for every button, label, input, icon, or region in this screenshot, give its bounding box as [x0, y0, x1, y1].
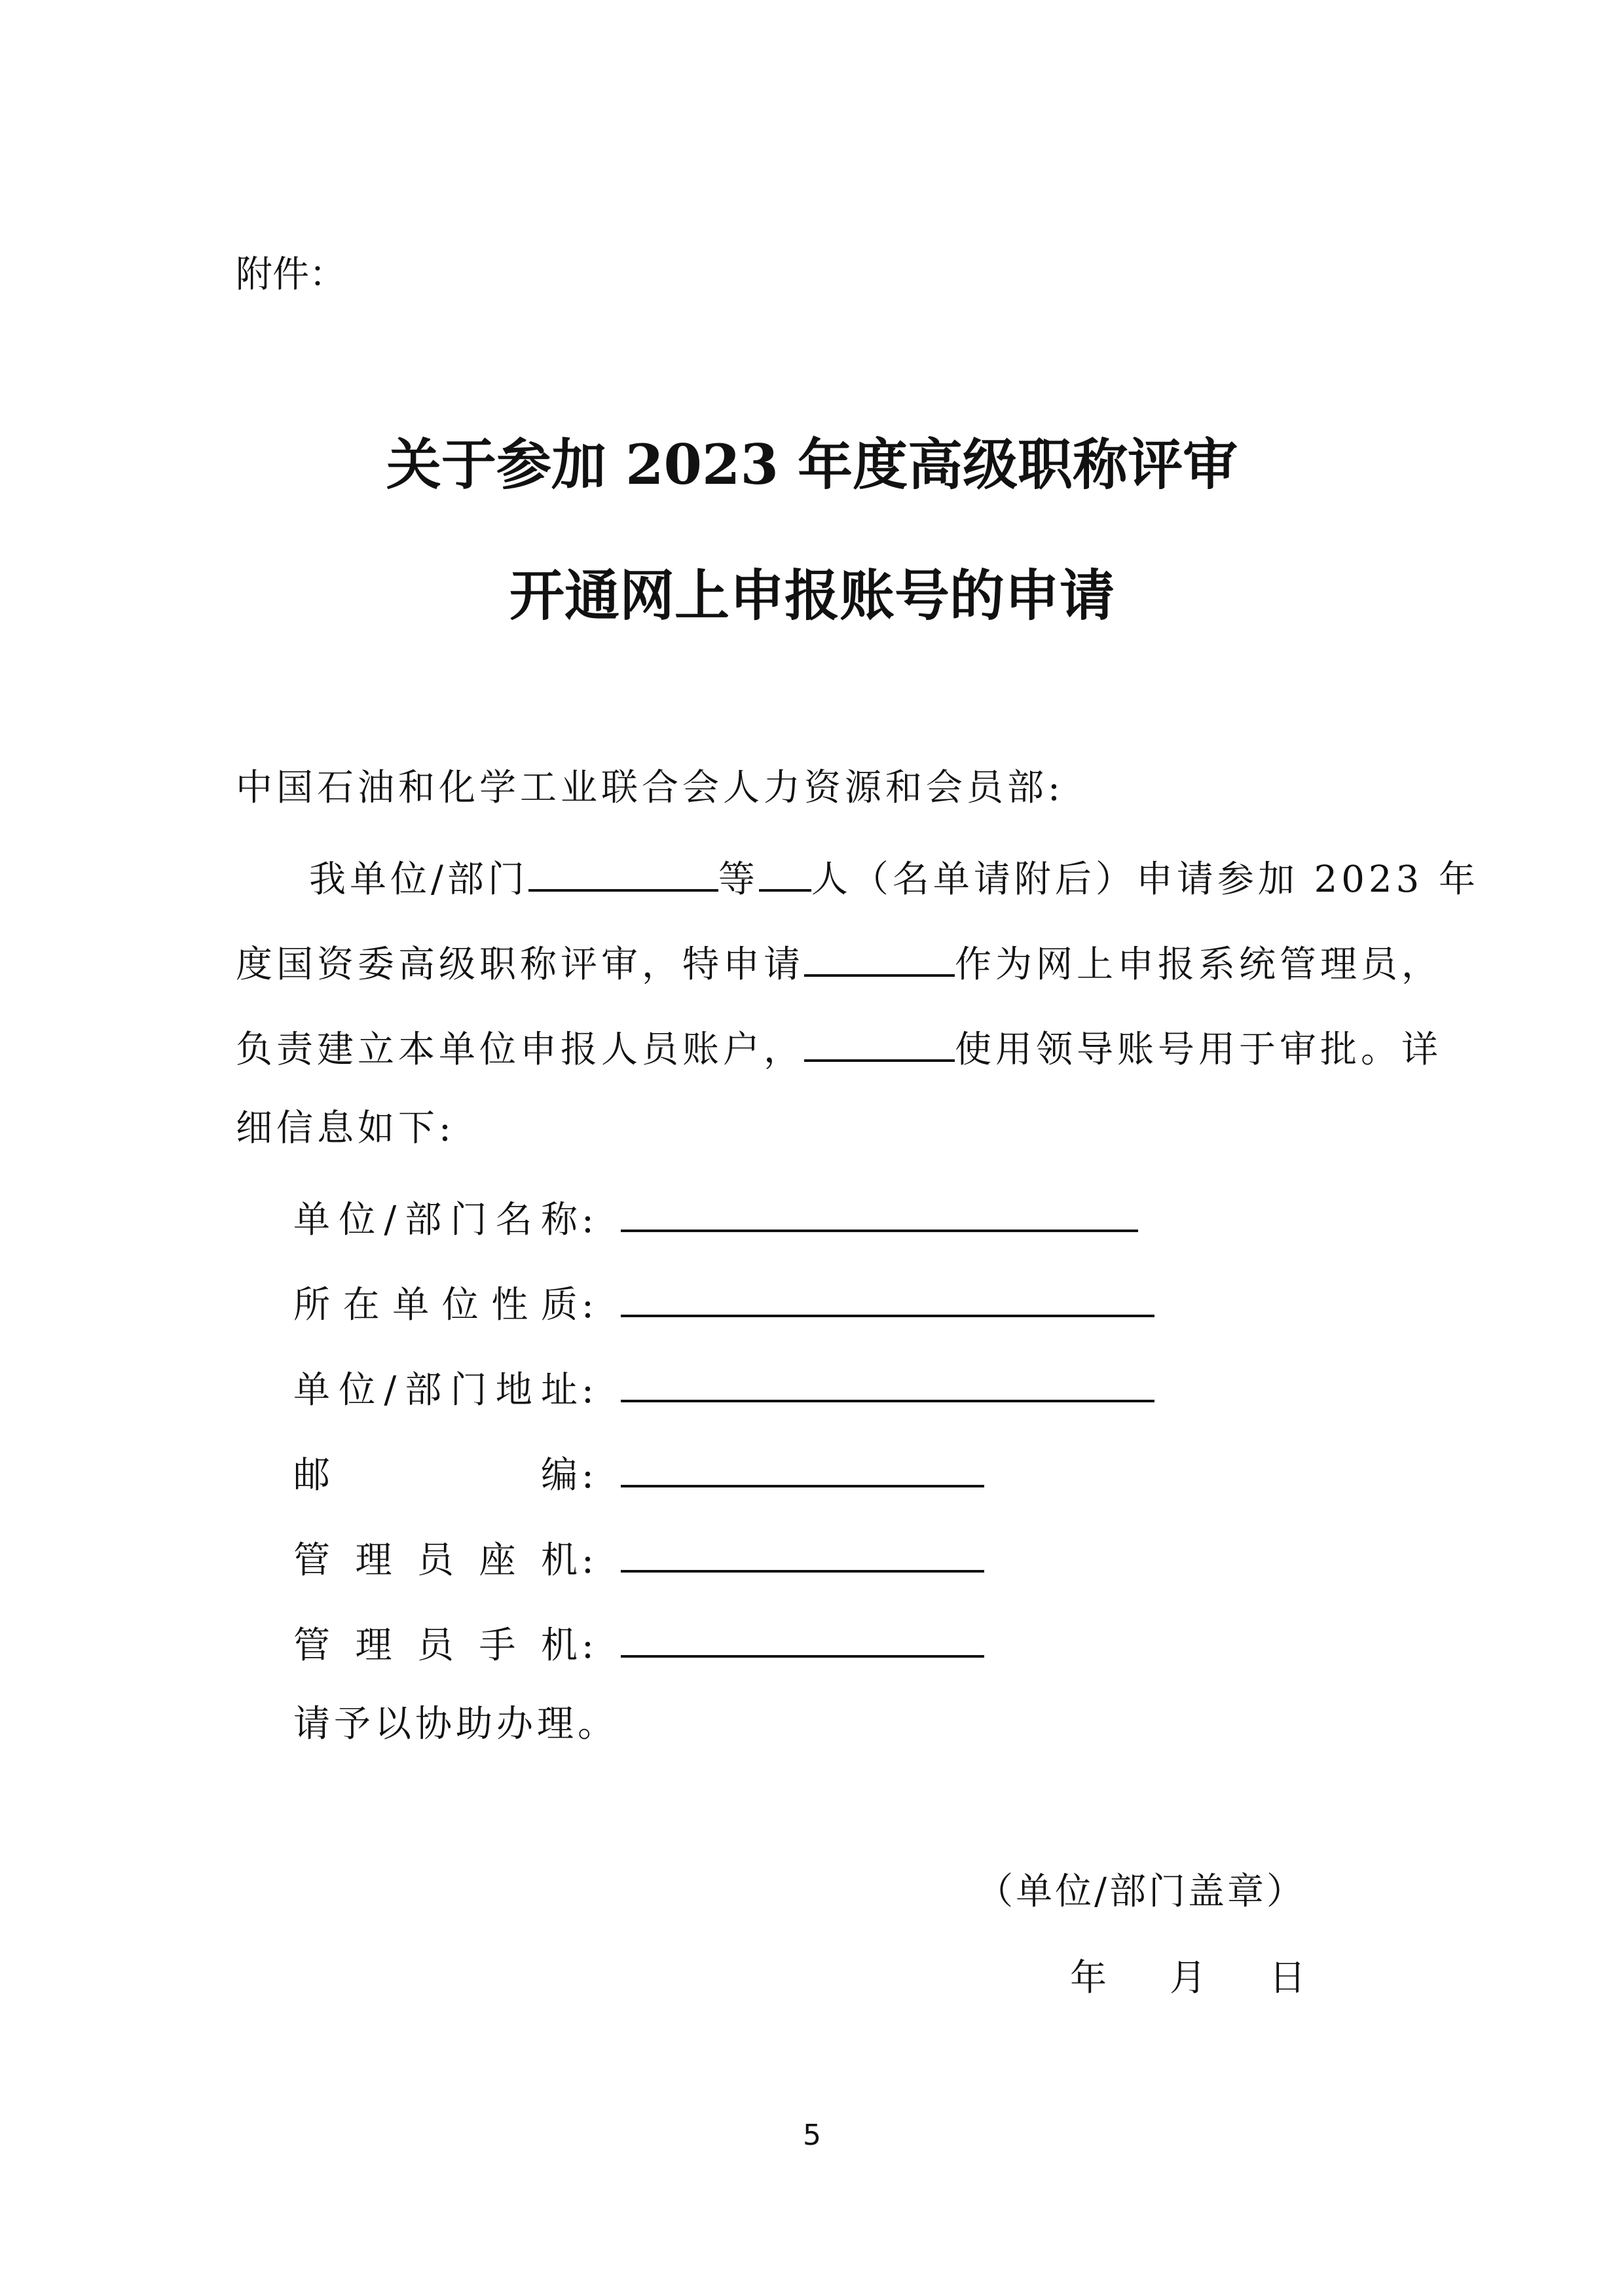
seal-note: （单位/部门盖章）: [976, 1870, 1306, 1913]
body-text: 人（名单请附后）申请参加 2023 年: [811, 858, 1479, 901]
body-line-3: [236, 1025, 1442, 1071]
body-text: 我单位/部门: [309, 858, 528, 901]
field-label: 邮编: [293, 1454, 581, 1497]
field-department-name: [293, 1195, 1138, 1239]
admin-landline-line[interactable]: [621, 1536, 984, 1573]
field-label: 所在单位性质: [293, 1284, 581, 1326]
field-postal-code: [293, 1451, 984, 1497]
date-line: [1070, 1957, 1306, 1999]
field-colon: :: [581, 1454, 598, 1497]
field-colon: :: [581, 1539, 598, 1582]
field-admin-mobile: [293, 1621, 984, 1667]
body-text: 使用领导账号用于审批。详: [955, 1029, 1442, 1071]
leader-name-blank[interactable]: [804, 1025, 955, 1062]
unit-nature-line[interactable]: [621, 1281, 1154, 1317]
page-number: 5: [803, 2119, 821, 2152]
field-label: 单位/部门名称: [293, 1199, 581, 1241]
admin-mobile-line[interactable]: [621, 1621, 984, 1658]
date-day: 日: [1269, 1957, 1306, 1999]
body-text: 作为网上申报系统管理员，: [955, 943, 1442, 986]
field-label: 单位/部门地址: [293, 1369, 581, 1412]
field-unit-nature: [293, 1281, 1154, 1324]
person-count-blank[interactable]: [759, 855, 811, 892]
document-title-line-1: 关于参加 2023 年度高级职称评审: [386, 432, 1238, 497]
body-line-4: 细信息如下:: [236, 1107, 455, 1150]
date-month: 月: [1170, 1957, 1206, 1999]
field-colon: :: [581, 1284, 598, 1326]
department-address-line[interactable]: [621, 1366, 1154, 1402]
department-name-line[interactable]: [621, 1195, 1138, 1232]
field-colon: :: [581, 1624, 598, 1667]
postal-code-line[interactable]: [621, 1451, 984, 1487]
field-admin-landline: [293, 1536, 984, 1582]
body-text: 度国资委高级职称评审，特申请: [236, 943, 804, 986]
attachment-label: 附件：: [236, 253, 346, 296]
salutation: 中国石油和化学工业联合会人力资源和会员部:: [236, 767, 1064, 809]
body-text: 等: [718, 858, 759, 901]
field-label: 管理员手机: [293, 1624, 581, 1667]
field-label: 管理员座机: [293, 1539, 581, 1582]
body-line-2: [236, 940, 1442, 986]
department-blank[interactable]: [528, 855, 718, 892]
administrator-name-blank[interactable]: [804, 940, 955, 977]
field-colon: :: [581, 1369, 598, 1412]
date-year: 年: [1070, 1957, 1107, 1999]
field-department-address: [293, 1366, 1154, 1412]
body-line-1: [309, 855, 1479, 901]
document-title-line-2: 开通网上申报账号的申请: [509, 563, 1115, 628]
closing-sentence: 请予以协助办理。: [293, 1703, 618, 1745]
body-text: 负责建立本单位申报人员账户，: [236, 1029, 804, 1071]
field-colon: :: [581, 1199, 598, 1241]
